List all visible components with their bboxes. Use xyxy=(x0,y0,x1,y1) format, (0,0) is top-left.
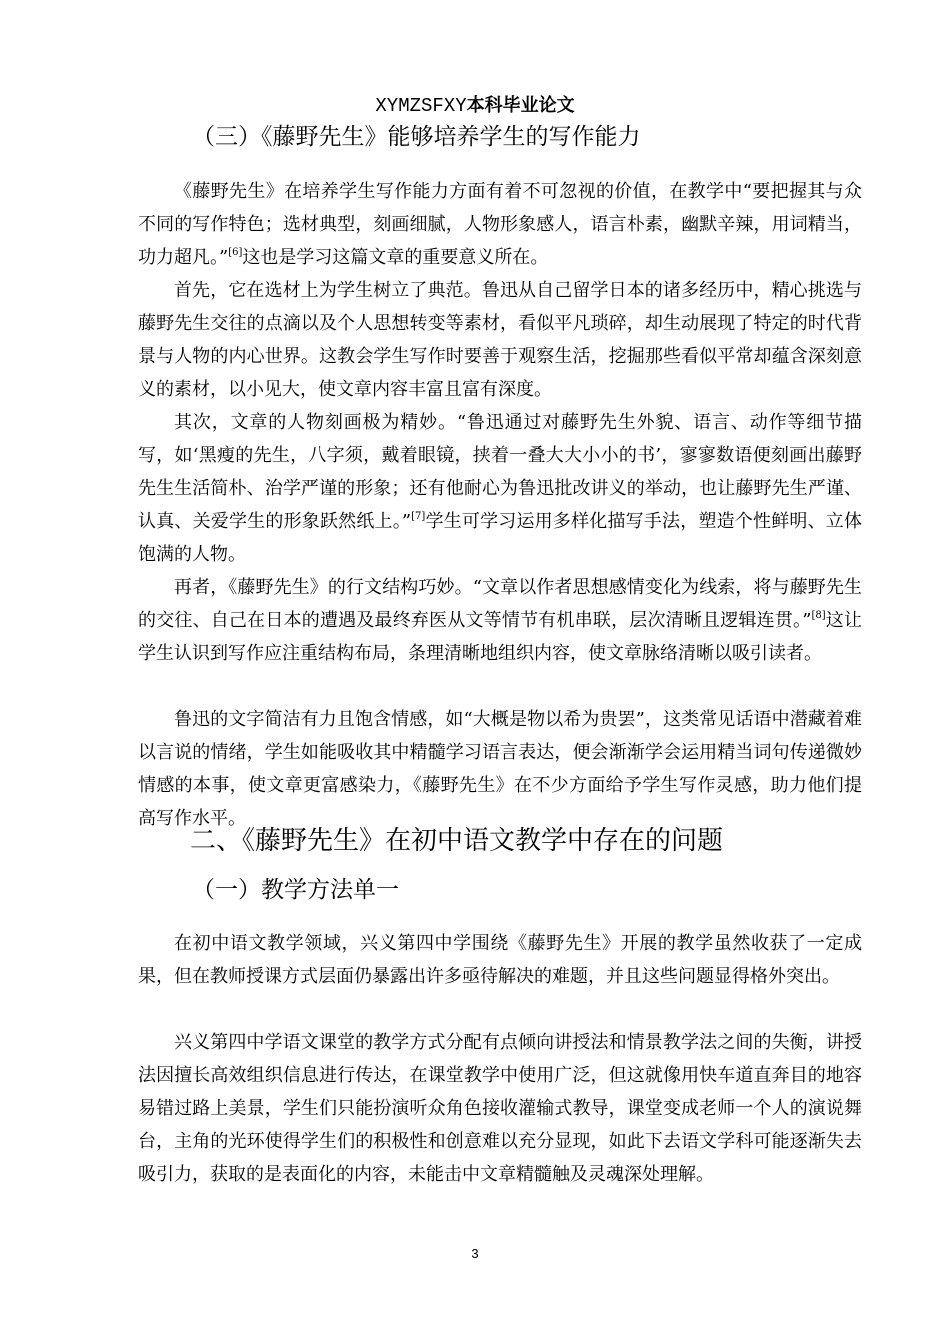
section-heading-1: （一）教学方法单一 xyxy=(192,877,399,903)
paragraph xyxy=(138,571,862,670)
paragraph-text: 在初中语文教学领域，兴义第四中学围绕《藤野先生》开展的教学虽然收获了一定成果，但在教师授课方式层面仍暴露出许多亟待解决的难题，并且这些问题显得格外突出。 xyxy=(138,933,862,987)
citation-ref: [6] xyxy=(228,247,243,258)
paragraph xyxy=(138,175,862,274)
paragraph-text: 这也是学习这篇文章的重要意义所在。 xyxy=(242,247,549,268)
paragraph-text: 再者，《藤野先生》的行文结构巧妙。“文章以作者思想感情变化为线索，将与藤野先生的交往、自己在日本的遭遇及最终弃医从文等情节有机串联，层次清晰且逻辑连贯。” xyxy=(138,577,862,631)
document-header xyxy=(0,92,950,119)
paragraph xyxy=(138,927,862,993)
paragraph-text: 这让学生认识到写作应注重结构布局，条理清晰地组织内容，使文章脉络清晰以吸引读者。 xyxy=(138,610,863,664)
paragraph-text: 其次，文章的人物刻画极为精妙。“鲁迅通过对藤野先生外貌、语言、动作等细节描写，如‘黑瘦的先生，八字须，戴着眼镜，挟着一叠大大小小的书’，寥寥数语便刻画出藤野先生生活简朴、治学严谨的形象；还有他耐心为鲁迅批改讲义的举动，也让藤野先生严谨、认真、关爱学生的形象跃然纸上。” xyxy=(138,412,862,532)
chapter-heading: 二、《藤野先生》在初中语文教学中存在的问题 xyxy=(190,826,724,856)
page-number: 3 xyxy=(471,1246,479,1261)
paragraph xyxy=(138,274,862,406)
paragraph-text: 首先，它在选材上为学生树立了典范。鲁迅从自己留学日本的诸多经历中，精心挑选与藤野先生交往的点滴以及个人思想转变等素材，看似平凡琐碎，却生动展现了特定的时代背景与人物的内心世界。这教会学生写作时要善于观察生活，挖掘那些看似平常却蕴含深刻意义的素材，以小见大，使文章内容丰富且富有深度。 xyxy=(138,280,862,400)
section-heading-3: （三）《藤野先生》能够培养学生的写作能力 xyxy=(192,124,641,150)
paragraph-text: 鲁迅的文字简洁有力且饱含情感，如“大概是物以希为贵罢”，这类常见话语中潜藏着难以言说的情绪，学生如能吸收其中精髓学习语言表达，便会渐渐学会运用精当词句传递微妙情感的本事，使文章更富感染力，《藤野先生》在不少方面给予学生写作灵感，助力他们提高写作水平。 xyxy=(138,709,862,829)
paragraph xyxy=(138,703,862,835)
citation-ref: [8] xyxy=(811,610,826,621)
paragraph-text: 学生可学习运用多样化描写手法，塑造个性鲜明、立体饱满的人物。 xyxy=(138,511,863,565)
header-code: XYMZSFXY xyxy=(375,95,467,117)
citation-ref: [7] xyxy=(411,511,426,522)
paragraph-text: 兴义第四中学语文课堂的教学方式分配有点倾向讲授法和情景教学法之间的失衡，讲授法因擅长高效组织信息进行传达，在课堂教学中使用广泛，但这就像用快车道直奔目的地容易错过路上美景，学生们只能扮演听众角色接收灌输式教导，课堂变成老师一个人的演说舞台，主角的光环使得学生们的积极性和创意难以充分显现，如此下去语文学科可能逐渐失去吸引力，获取的是表面化的内容，未能击中文章精髓触及灵魂深处理解。 xyxy=(138,1032,862,1185)
paragraph-text: 《藤野先生》在培养学生写作能力方面有着不可忽视的价值，在教学中“要把握其与众不同的写作特色；选材典型，刻画细腻，人物形象感人，语言朴素，幽默辛辣，用词精当，功力超凡。” xyxy=(138,181,862,268)
paragraph xyxy=(138,406,862,571)
paragraph xyxy=(138,1026,862,1191)
header-tag: 本科毕业论文 xyxy=(466,95,575,116)
